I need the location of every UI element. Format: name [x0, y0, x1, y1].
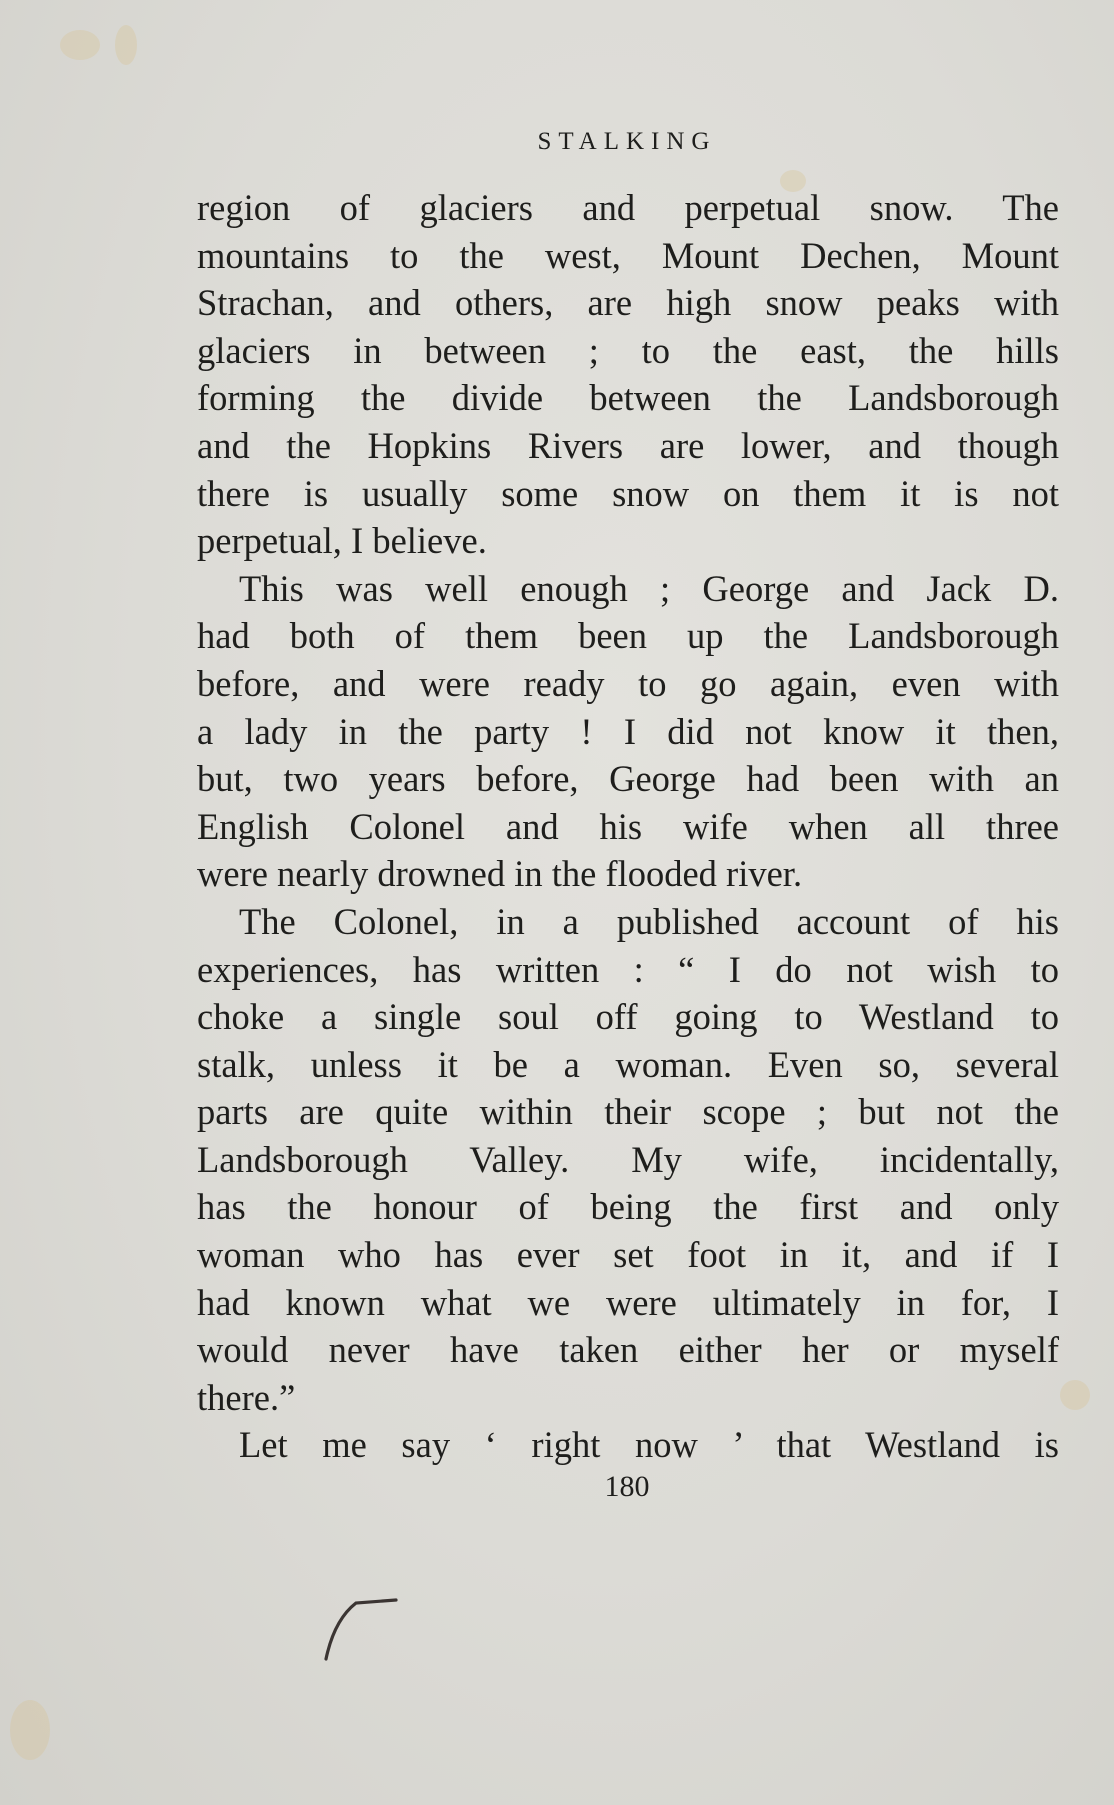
- text-line: had both of them been up the Landsborough: [197, 615, 1059, 657]
- body-text: [197, 184, 1059, 1469]
- foxing-spot: [10, 1700, 50, 1760]
- foxing-spot: [60, 30, 100, 60]
- text-line: were nearly drowned in the flooded river.: [197, 853, 803, 895]
- text-line: experiences, has written : “ I do not wish to: [197, 948, 1059, 990]
- text-line: Landsborough Valley. My wife, incidentally,: [197, 1138, 1059, 1180]
- text-line: Strachan, and others, are high snow peaks with: [197, 282, 1059, 324]
- text-line: has the honour of being the first and only: [197, 1186, 1059, 1228]
- page-number: 180: [604, 1470, 650, 1503]
- text-line: The Colonel, in a published account of his: [239, 900, 1059, 942]
- text-line: English Colonel and his wife when all three: [197, 805, 1059, 847]
- text-line: a lady in the party ! I did not know it then,: [197, 710, 1059, 752]
- text-line: forming the divide between the Landsborough: [197, 377, 1059, 419]
- text-line: stalk, unless it be a woman. Even so, several: [197, 1043, 1059, 1085]
- text-line: had known what we were ultimately in for, I: [197, 1281, 1059, 1323]
- text-line: there.”: [197, 1376, 296, 1418]
- text-line: Let me say ‘ right now ’ that Westland is: [239, 1424, 1059, 1466]
- text-line: but, two years before, George had been with an: [197, 758, 1059, 800]
- foxing-spot: [115, 25, 137, 65]
- text-line: woman who has ever set foot in it, and if I: [197, 1234, 1059, 1276]
- text-line: choke a single soul off going to Westland to: [197, 996, 1059, 1038]
- running-head: STALKING: [537, 128, 717, 155]
- text-line: parts are quite within their scope ; but not the: [197, 1091, 1059, 1133]
- text-line: This was well enough ; George and Jack D.: [239, 567, 1059, 609]
- foxing-spot: [1060, 1380, 1090, 1410]
- text-line: perpetual, I believe.: [197, 520, 487, 562]
- text-line: and the Hopkins Rivers are lower, and though: [197, 424, 1059, 466]
- text-line: glaciers in between ; to the east, the hills: [197, 329, 1059, 371]
- pencil-mark: [320, 1595, 400, 1665]
- text-line: mountains to the west, Mount Dechen, Mount: [197, 234, 1059, 276]
- text-line: would never have taken either her or myself: [197, 1329, 1059, 1371]
- text-line: before, and were ready to go again, even with: [197, 662, 1059, 704]
- text-line: there is usually some snow on them it is not: [197, 472, 1059, 514]
- text-line: region of glaciers and perpetual snow. The: [197, 187, 1059, 228]
